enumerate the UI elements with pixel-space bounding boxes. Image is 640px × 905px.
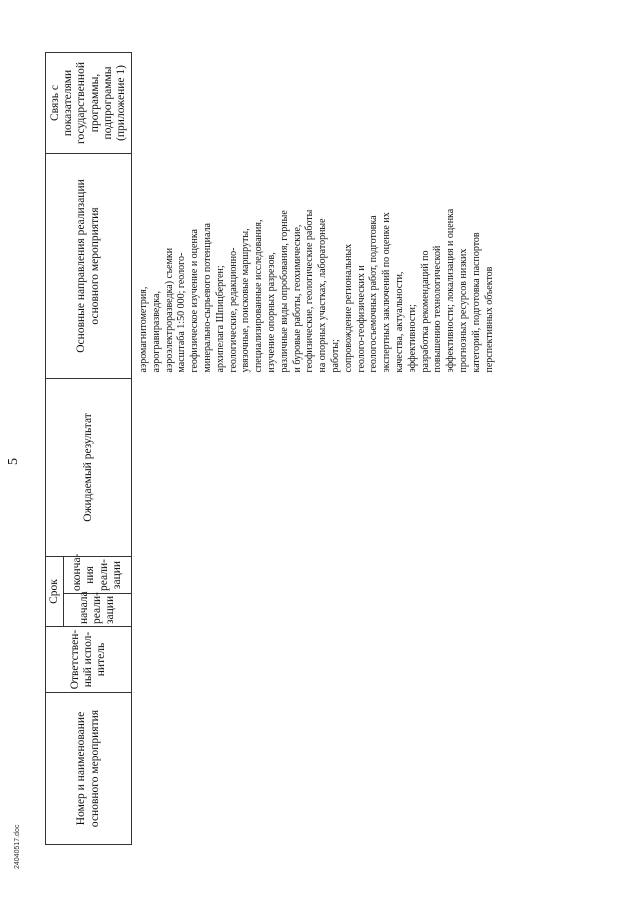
cell-end xyxy=(132,556,497,593)
header-executor: Ответствен-ный испол-нитель xyxy=(46,627,132,693)
page-number: 5 xyxy=(6,458,21,465)
directions-line: аэрогравиразведка, xyxy=(150,291,162,373)
header-term-start: начала реали-зации xyxy=(64,594,132,627)
directions-line: увязочные, поисковые маршруты, xyxy=(240,228,252,373)
directions-line: экспертных заключений по оценке их xyxy=(381,212,393,373)
cell-executor xyxy=(132,627,497,693)
header-row-1 xyxy=(46,52,64,844)
directions-line: эффективности; xyxy=(406,304,418,373)
cell-result xyxy=(132,378,497,556)
directions-line: категорий, подготовка паспортов xyxy=(470,232,482,373)
directions-line: на опорных участках, лабораторные xyxy=(317,218,329,373)
directions-line: архипелага Шпицберген; xyxy=(214,265,226,373)
cell-start xyxy=(132,594,497,627)
header-term: Срок xyxy=(46,556,64,626)
directions-line: эффективности; локализация и оценка xyxy=(445,208,457,373)
cell-directions xyxy=(132,153,497,378)
cell-link xyxy=(132,52,497,153)
table-row xyxy=(132,52,497,844)
header-directions: Основные направления реализации основного мероприятия xyxy=(46,153,132,378)
directions-line: геофизические, геологические работы xyxy=(304,209,316,373)
directions-line: разработка рекомендаций по xyxy=(419,250,431,373)
directions-list xyxy=(138,157,496,372)
directions-line: геологосъемочных работ, подготовка xyxy=(368,215,380,373)
directions-line: работы; xyxy=(329,339,341,373)
header-measure: Номер и наименование основного мероприятия xyxy=(46,693,132,845)
measures-table xyxy=(45,52,496,845)
directions-line: масштаба 1:50 000; геолого- xyxy=(176,252,188,373)
directions-line: сопровождение региональных xyxy=(342,243,354,373)
directions-line: геологические, редакционно- xyxy=(227,247,239,373)
directions-line: и буровые работы, геохимические, xyxy=(291,224,303,373)
directions-line: геофизическое изучение и оценка xyxy=(189,229,201,373)
directions-line: изучение опорных разрезов, xyxy=(265,252,277,373)
document-code: 24040517.doc xyxy=(14,824,21,869)
directions-line: прогнозных ресурсов низких xyxy=(457,248,469,373)
directions-line: минерально-сырьевого потенциала xyxy=(201,223,213,373)
header-term-end: оконча-ния реали-зации xyxy=(64,556,132,593)
cell-measure xyxy=(132,693,497,845)
directions-line: аэромагнитометрия, xyxy=(138,286,149,373)
directions-line: специализированные исследования, xyxy=(253,219,265,373)
directions-line: перспективных объектов xyxy=(483,266,495,373)
directions-line: качества, актуальности, xyxy=(393,271,405,373)
header-link: Связь с показателями государственной программы, подпрограммы (приложение 1) xyxy=(46,52,132,153)
directions-line: повышению технологической xyxy=(432,245,444,373)
directions-line: геолого-геофизических и xyxy=(355,265,367,373)
directions-line: различные виды опробования, горные xyxy=(278,210,290,373)
header-result: Ожидаемый результат xyxy=(46,378,132,556)
directions-line: аэроэлектроразведка) съемки xyxy=(163,247,175,373)
